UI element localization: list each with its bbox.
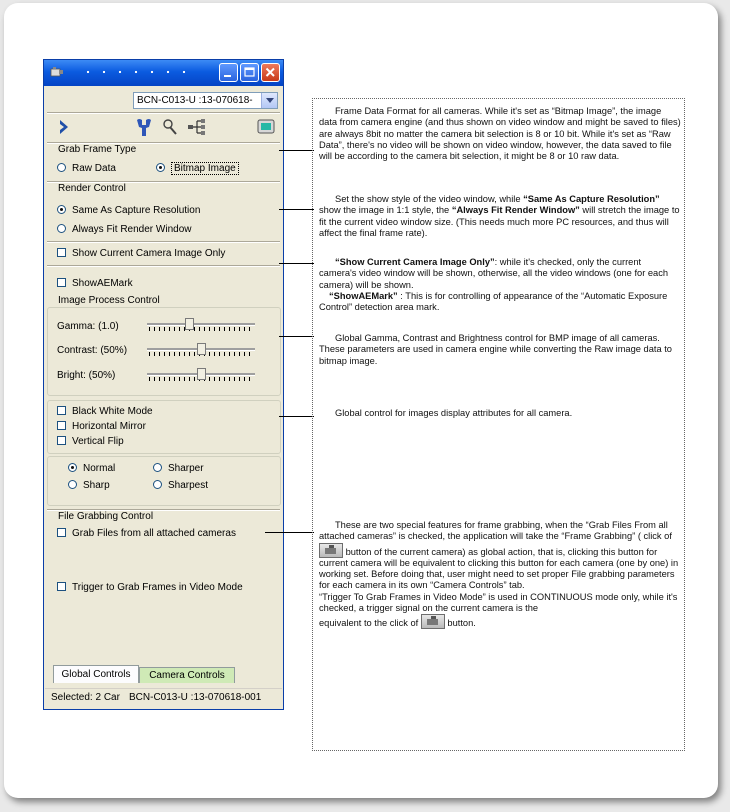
trigger-grab-frames-checkbox[interactable] <box>57 582 243 593</box>
checkbox-icon <box>57 582 66 591</box>
sharpest-label: Sharpest <box>168 480 209 491</box>
normal-radio[interactable] <box>68 463 115 474</box>
horizontal-mirror-checkbox[interactable] <box>57 421 146 432</box>
grab-frame-type-title: Grab Frame Type <box>58 144 137 155</box>
monitor-icon[interactable] <box>255 116 277 138</box>
radio-icon <box>57 224 66 233</box>
desc-file-grabbing: These are two special features for frame grabbing, when the “Grab Files From all attached cameras” is checked, the application will take the “Frame Grabbing” ( click of button of the current camera) as global action, that is, clicking this button for current camera will be equivalent to clicking this button for each camera (one by one) in working set. Before doing that, user might need to set proper File grabbing parameters for each camera in its own “Camera Controls” tab. “Trigger To Grab Frames in Video Mode” is used in CONTINUOUS mode only, while it's checked, a trigger signal on the current camera is the equivalent to the click of button. <box>319 520 679 629</box>
sharp-label: Sharp <box>83 480 110 491</box>
bitmap-image-label: Bitmap Image <box>171 162 239 175</box>
raw-data-label: Raw Data <box>72 163 116 174</box>
properties-icon[interactable] <box>133 116 155 138</box>
desc-image-process: Global Gamma, Contrast and Brightness control for BMP image of all cameras. These parameters are used in camera engine while converting the Raw image data to bitmap image. <box>319 333 672 366</box>
black-white-mode-label: Black White Mode <box>72 406 153 417</box>
bright-slider-thumb[interactable] <box>197 368 206 380</box>
app-icon <box>50 66 64 78</box>
status-selected: Selected: 2 Car <box>51 692 120 703</box>
show-ae-mark-checkbox[interactable] <box>57 278 133 289</box>
camera-app-window <box>43 59 284 710</box>
radio-selected-icon <box>68 463 77 472</box>
grab-files-all-cameras-label: Grab Files from all attached cameras <box>72 528 236 539</box>
trigger-grab-frames-label: Trigger to Grab Frames in Video Mode <box>72 582 243 593</box>
radio-selected-icon <box>57 205 66 214</box>
show-current-camera-checkbox[interactable] <box>57 248 225 259</box>
title-text-dots <box>80 69 190 75</box>
sharper-radio[interactable] <box>153 463 204 474</box>
grab-files-all-cameras-checkbox[interactable] <box>57 528 236 539</box>
render-control-title: Render Control <box>58 183 126 194</box>
vertical-flip-label: Vertical Flip <box>72 436 124 447</box>
file-grabbing-title: File Grabbing Control <box>58 511 154 522</box>
maximize-button[interactable] <box>240 63 259 82</box>
network-tree-icon[interactable] <box>185 116 207 138</box>
contrast-slider[interactable] <box>147 343 255 357</box>
always-fit-label: Always Fit Render Window <box>72 224 192 235</box>
connector-line <box>279 263 314 264</box>
connector-line <box>265 532 314 533</box>
radio-icon <box>68 480 77 489</box>
gamma-slider[interactable] <box>147 318 255 332</box>
contrast-label: Contrast: (50%) <box>57 345 128 356</box>
connector-line <box>279 150 314 151</box>
sharpest-radio[interactable] <box>153 480 208 491</box>
play-arrow-icon[interactable] <box>53 116 75 138</box>
horizontal-mirror-label: Horizontal Mirror <box>72 421 146 432</box>
checkbox-icon <box>57 406 66 415</box>
checkbox-icon <box>57 421 66 430</box>
tab-bar <box>53 665 277 683</box>
connector-line <box>279 416 314 417</box>
radio-icon <box>153 480 162 489</box>
divider <box>47 241 280 243</box>
divider <box>47 112 280 114</box>
checkbox-icon <box>57 436 66 445</box>
gamma-label: Gamma: (1.0) <box>57 321 119 332</box>
title-bar[interactable] <box>44 60 283 86</box>
grab-frame-button-icon <box>319 543 343 558</box>
desc-show-current: “Show Current Camera Image Only”: while it's checked, only the current camera's video window will be shown, otherwise, all the video windows (one for each camera) will be shown. “ShowAEMark” : This is for controlling of appearance of the “Automatic Exposure Control” detection area mark. <box>319 257 669 313</box>
tab-camera-controls[interactable]: Camera Controls <box>139 667 235 683</box>
divider <box>47 265 280 267</box>
connector-line <box>279 336 314 337</box>
checkbox-icon <box>57 248 66 257</box>
toolbar <box>49 116 279 140</box>
bitmap-image-radio[interactable] <box>156 163 239 174</box>
minimize-button[interactable] <box>219 63 238 82</box>
chevron-down-icon[interactable] <box>261 93 277 108</box>
show-ae-mark-label: ShowAEMark <box>72 278 133 289</box>
sharper-label: Sharper <box>168 463 204 474</box>
always-fit-radio[interactable] <box>57 224 191 235</box>
close-button[interactable] <box>261 63 280 82</box>
connector-line <box>279 209 314 210</box>
black-white-mode-checkbox[interactable] <box>57 406 153 417</box>
gamma-slider-thumb[interactable] <box>185 318 194 330</box>
desc-render-control: Set the show style of the video window, while “Same As Capture Resolution” show the image in 1:1 style, the “Always Fit Render Window” will stretch the image to fit the current video window size. (This needs much more PC resources, and thus will affect the final frame rate). <box>319 194 680 238</box>
raw-data-radio[interactable] <box>57 163 116 174</box>
radio-icon <box>57 163 66 172</box>
bright-slider[interactable] <box>147 368 255 382</box>
camera-select[interactable] <box>133 92 278 109</box>
desc-display-attributes: Global control for images display attributes for all camera. <box>335 408 573 418</box>
checkbox-icon <box>57 528 66 537</box>
probe-icon[interactable] <box>159 116 181 138</box>
contrast-slider-thumb[interactable] <box>197 343 206 355</box>
same-as-capture-label: Same As Capture Resolution <box>72 205 201 216</box>
sharp-radio[interactable] <box>68 480 110 491</box>
same-as-capture-radio[interactable] <box>57 205 200 216</box>
status-bar <box>45 688 282 708</box>
bright-label: Bright: (50%) <box>57 370 116 381</box>
desc-grab-frame-type: Frame Data Format for all cameras. While it's set as “Bitmap Image”, the image data from camera engine (and thus shown on video window and might be saved to files) are always 8bit no matter the camera bit selection is 8 or 10 bit. While it's set as “Raw Data”, there's no video will be shown on video window, however, the data saved to file will be according to the camera bit selection, it might be 8 or 10 raw data. <box>319 106 681 162</box>
vertical-flip-checkbox[interactable] <box>57 436 124 447</box>
status-camera: BCN-C013-U :13-070618-001 <box>129 692 262 703</box>
normal-label: Normal <box>83 463 116 474</box>
image-process-title: Image Process Control <box>58 295 160 306</box>
radio-selected-icon <box>156 163 165 172</box>
description-panel <box>312 98 685 751</box>
show-current-camera-label: Show Current Camera Image Only <box>72 248 226 259</box>
camera-select-value: BCN-C013-U :13-070618- <box>137 95 253 106</box>
grab-frame-button-icon <box>421 614 445 629</box>
tab-global-controls[interactable]: Global Controls <box>53 665 139 683</box>
radio-icon <box>153 463 162 472</box>
checkbox-icon <box>57 278 66 287</box>
